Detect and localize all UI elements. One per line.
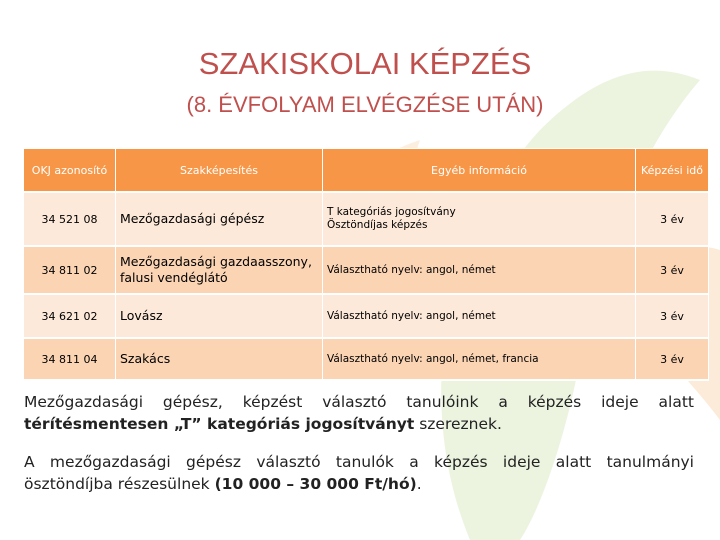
page-subtitle: (8. ÉVFOLYAM ELVÉGZÉSE UTÁN) xyxy=(186,92,544,117)
table-row xyxy=(24,294,709,338)
header-qualification: Szakképesítés xyxy=(116,149,323,193)
header-training-duration: Képzési idő xyxy=(636,149,709,193)
info-line: Választható nyelv: angol, német xyxy=(327,309,496,322)
table-row xyxy=(24,246,709,294)
table-row xyxy=(24,338,709,380)
info-line: Választható nyelv: angol, német xyxy=(327,263,496,276)
page-title: SZAKISKOLAI KÉPZÉS xyxy=(198,46,532,81)
qualification-name: Mezőgazdasági gazdaasszony, falusi vendéglátó xyxy=(116,246,323,294)
header-other-info: Egyéb információ xyxy=(323,149,636,193)
paragraph-license-info xyxy=(24,391,694,435)
duration: 3 év xyxy=(636,294,709,338)
duration: 3 év xyxy=(636,246,709,294)
paragraph-text: A mezőgazdasági gépész választó tanulók a képzés ideje alatt tanulmányi ösztöndíjba részesülnek xyxy=(24,453,694,493)
qualification-name: Mezőgazdasági gépész xyxy=(116,192,323,246)
okj-code: 34 521 08 xyxy=(24,192,116,246)
header-okj-id: OKJ azonosító xyxy=(24,149,116,193)
okj-code: 34 621 02 xyxy=(24,294,116,338)
duration: 3 év xyxy=(636,192,709,246)
info-line: Választható nyelv: angol, német, francia xyxy=(327,352,539,365)
paragraph-text: szereznek. xyxy=(414,415,502,433)
qualification-name: Szakács xyxy=(116,338,323,380)
info-line: Ösztöndíjas képzés xyxy=(327,219,428,231)
paragraph-text: Mezőgazdasági gépész, képzést választó tanulóink a képzés ideje alatt xyxy=(24,393,694,411)
table-header-row xyxy=(24,149,709,193)
other-info xyxy=(323,294,636,338)
qualification-name: Lovász xyxy=(116,294,323,338)
duration: 3 év xyxy=(636,338,709,380)
okj-code: 34 811 02 xyxy=(24,246,116,294)
okj-code: 34 811 04 xyxy=(24,338,116,380)
paragraph-bold-text: térítésmentesen „T” kategóriás jogosítványt xyxy=(24,415,415,433)
paragraph-scholarship-info xyxy=(24,451,694,495)
paragraph-text: . xyxy=(416,475,422,493)
info-line: T kategóriás jogosítvány xyxy=(327,206,456,218)
other-info xyxy=(323,338,636,380)
other-info xyxy=(323,246,636,294)
table-row xyxy=(24,192,709,246)
paragraph-bold-text: (10 000 – 30 000 Ft/hó) xyxy=(214,475,417,493)
course-table xyxy=(23,148,709,381)
other-info xyxy=(323,192,636,246)
